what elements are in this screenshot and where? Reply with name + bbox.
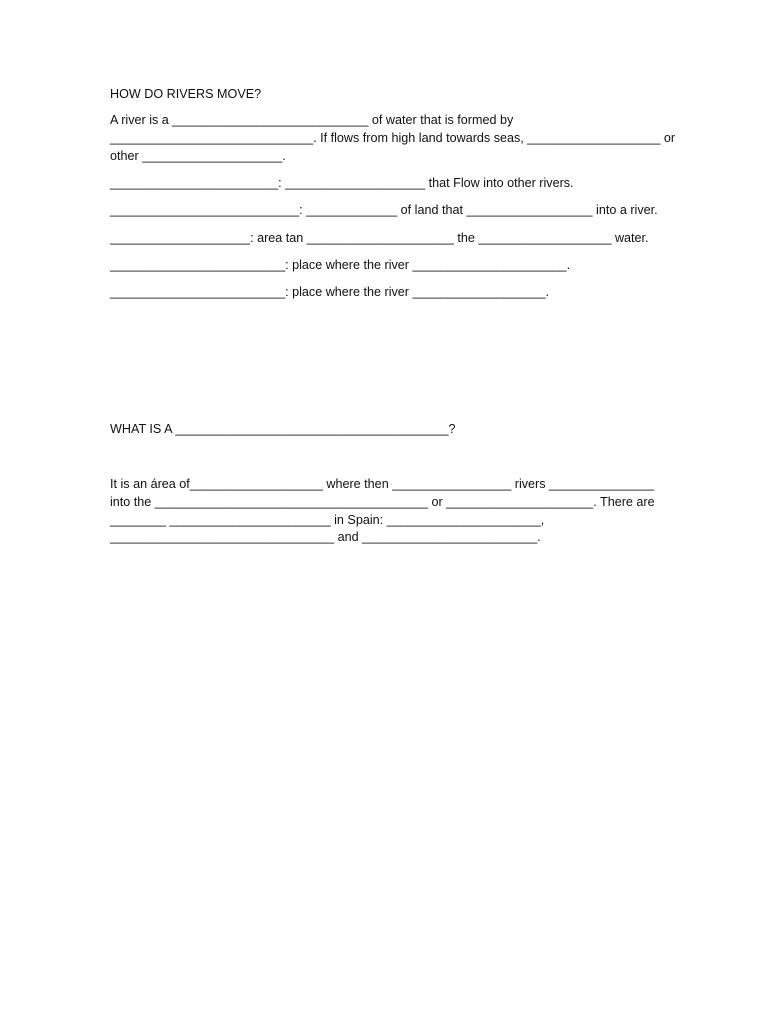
section2-heading: WHAT IS A _______________________________________? (110, 422, 456, 436)
river-definition-line-3: other ____________________. (110, 149, 286, 163)
watershed-line-4: ________________________________ and _________________________. (110, 530, 541, 544)
watershed-line-1: It is an área of___________________ where then _________________ rivers _______________ (110, 477, 655, 491)
source-line: _________________________: place where the river ______________________. (110, 258, 571, 272)
section1-heading: HOW DO RIVERS MOVE? (110, 87, 262, 101)
watershed-line-3: ________ _______________________ in Spain: ______________________, (110, 513, 545, 527)
basin-line: ___________________________: _____________ of land that __________________ into a river. (110, 203, 658, 217)
tributaries-line: ________________________: ____________________ that Flow into other rivers. (110, 176, 574, 190)
area-line: ____________________: area tan _____________________ the ___________________ water. (110, 231, 649, 245)
mouth-line: _________________________: place where the river ___________________. (110, 285, 550, 299)
river-definition-line-2: _____________________________. If flows from high land towards seas, ___________________ or (110, 131, 676, 145)
river-definition-line-1: A river is a ____________________________ of water that is formed by (110, 113, 514, 127)
watershed-line-2: into the _______________________________________ or _____________________. There are (110, 495, 655, 509)
